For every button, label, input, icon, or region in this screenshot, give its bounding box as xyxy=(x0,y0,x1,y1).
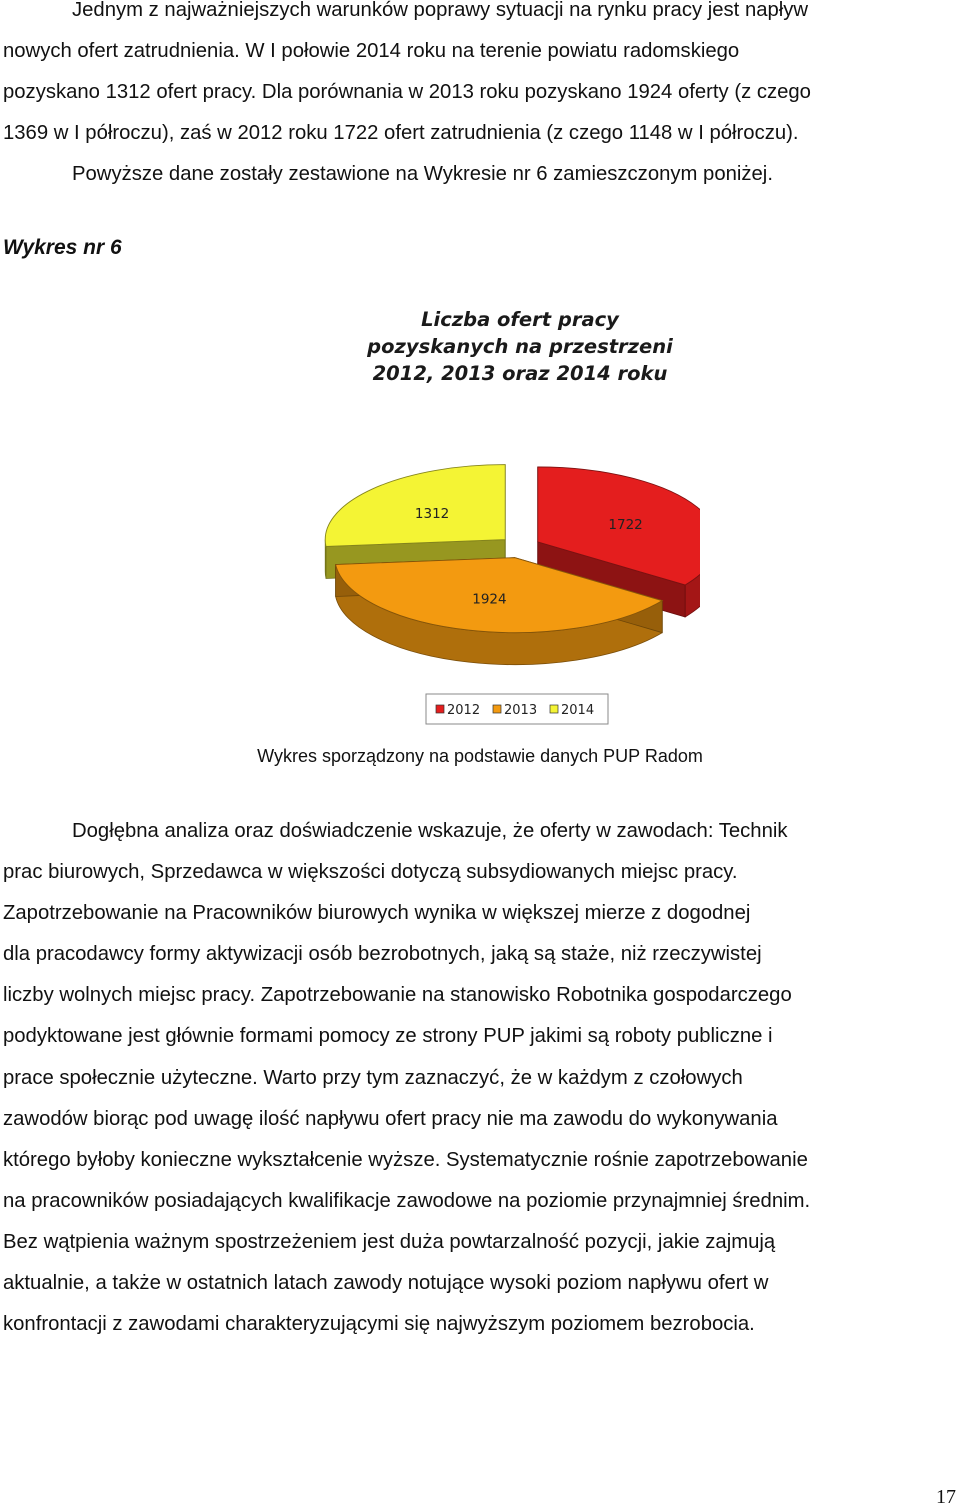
legend-swatch-2012 xyxy=(436,705,444,713)
legend-label-2012: 2012 xyxy=(447,703,481,718)
analysis-line: Dogłębna analiza oraz doświadczenie wskazuje, że oferty w zawodach: Technik xyxy=(72,820,788,842)
analysis-line: prace społecznie użyteczne. Warto przy tym zaznaczyć, że w każdym z czołowych xyxy=(3,1066,743,1089)
analysis-line: konfrontacji z zawodami charakteryzującymi się najwyższym poziomem bezrobocia. xyxy=(3,1313,755,1336)
intro-paragraph xyxy=(3,0,958,195)
pie-chart xyxy=(280,292,700,742)
intro-line: pozyskano 1312 ofert pracy. Dla porównania w 2013 roku pozyskano 1924 oferty (z czego xyxy=(3,81,811,104)
intro-line: Powyższe dane zostały zestawione na Wykresie nr 6 zamieszczonym poniżej. xyxy=(72,163,773,186)
intro-line: Jednym z najważniejszych warunków poprawy sytuacji na rynku pracy jest napływ xyxy=(72,0,809,21)
legend-label-2013: 2013 xyxy=(504,703,538,718)
chart-caption: Wykres sporządzony na podstawie danych PUP Radom xyxy=(257,746,703,766)
chart-title-line: pozyskanych na przestrzeni xyxy=(367,335,673,358)
analysis-paragraph xyxy=(3,811,958,1345)
analysis-line: aktualnie, a także w ostatnich latach zawody notujące wysoki poziom napływu ofert w xyxy=(3,1272,769,1295)
analysis-line: którego byłoby konieczne wykształcenie wyższe. Systematycznie rośnie zapotrzebowanie xyxy=(3,1148,808,1171)
analysis-line: liczby wolnych miejsc pracy. Zapotrzebowanie na stanowisko Robotnika gospodarczego xyxy=(3,984,792,1007)
analysis-line: na pracowników posiadających kwalifikacje zawodowe na poziomie przynajmniej średnim. xyxy=(3,1189,811,1212)
pie-value-label: 1312 xyxy=(414,505,450,522)
analysis-line: zawodów biorąc pod uwagę ilość napływu ofert pracy nie ma zawodu do wykonywania xyxy=(3,1107,778,1130)
analysis-line: dla pracodawcy formy aktywizacji osób bezrobotnych, jaką są staże, niż rzeczywistej xyxy=(3,943,762,966)
analysis-line: Zapotrzebowanie na Pracowników biurowych wynika w większej mierze z dogodnej xyxy=(3,902,751,925)
legend-swatch-2014 xyxy=(550,705,558,713)
legend-label-2014: 2014 xyxy=(561,703,595,718)
legend-swatch-2013 xyxy=(493,705,501,713)
analysis-line: podyktowane jest głównie formami pomocy ze strony PUP jakimi są roboty publiczne i xyxy=(3,1025,773,1048)
chart-legend xyxy=(426,694,608,724)
analysis-line: prac biurowych, Sprzedawca w większości dotyczą subsydiowanych miejsc pracy. xyxy=(3,861,738,884)
pie-value-label: 1924 xyxy=(472,591,507,608)
chart-title-line: Liczba ofert pracy xyxy=(421,308,619,331)
page-number: 17 xyxy=(936,1486,956,1508)
analysis-line: Bez wątpienia ważnym spostrzeżeniem jest duża powtarzalność pozycji, jakie zajmują xyxy=(3,1230,776,1253)
pie-chart-svg xyxy=(280,292,700,742)
intro-line: 1369 w I półroczu), zaś w 2012 roku 1722 ofert zatrudnienia (z czego 1148 w I półroczu). xyxy=(3,122,799,145)
chart-label: Wykres nr 6 xyxy=(3,236,122,259)
intro-line: nowych ofert zatrudnienia. W I połowie 2014 roku na terenie powiatu radomskiego xyxy=(3,40,740,63)
pie-value-label: 1722 xyxy=(608,516,643,533)
chart-title-line: 2012, 2013 oraz 2014 roku xyxy=(372,362,668,385)
